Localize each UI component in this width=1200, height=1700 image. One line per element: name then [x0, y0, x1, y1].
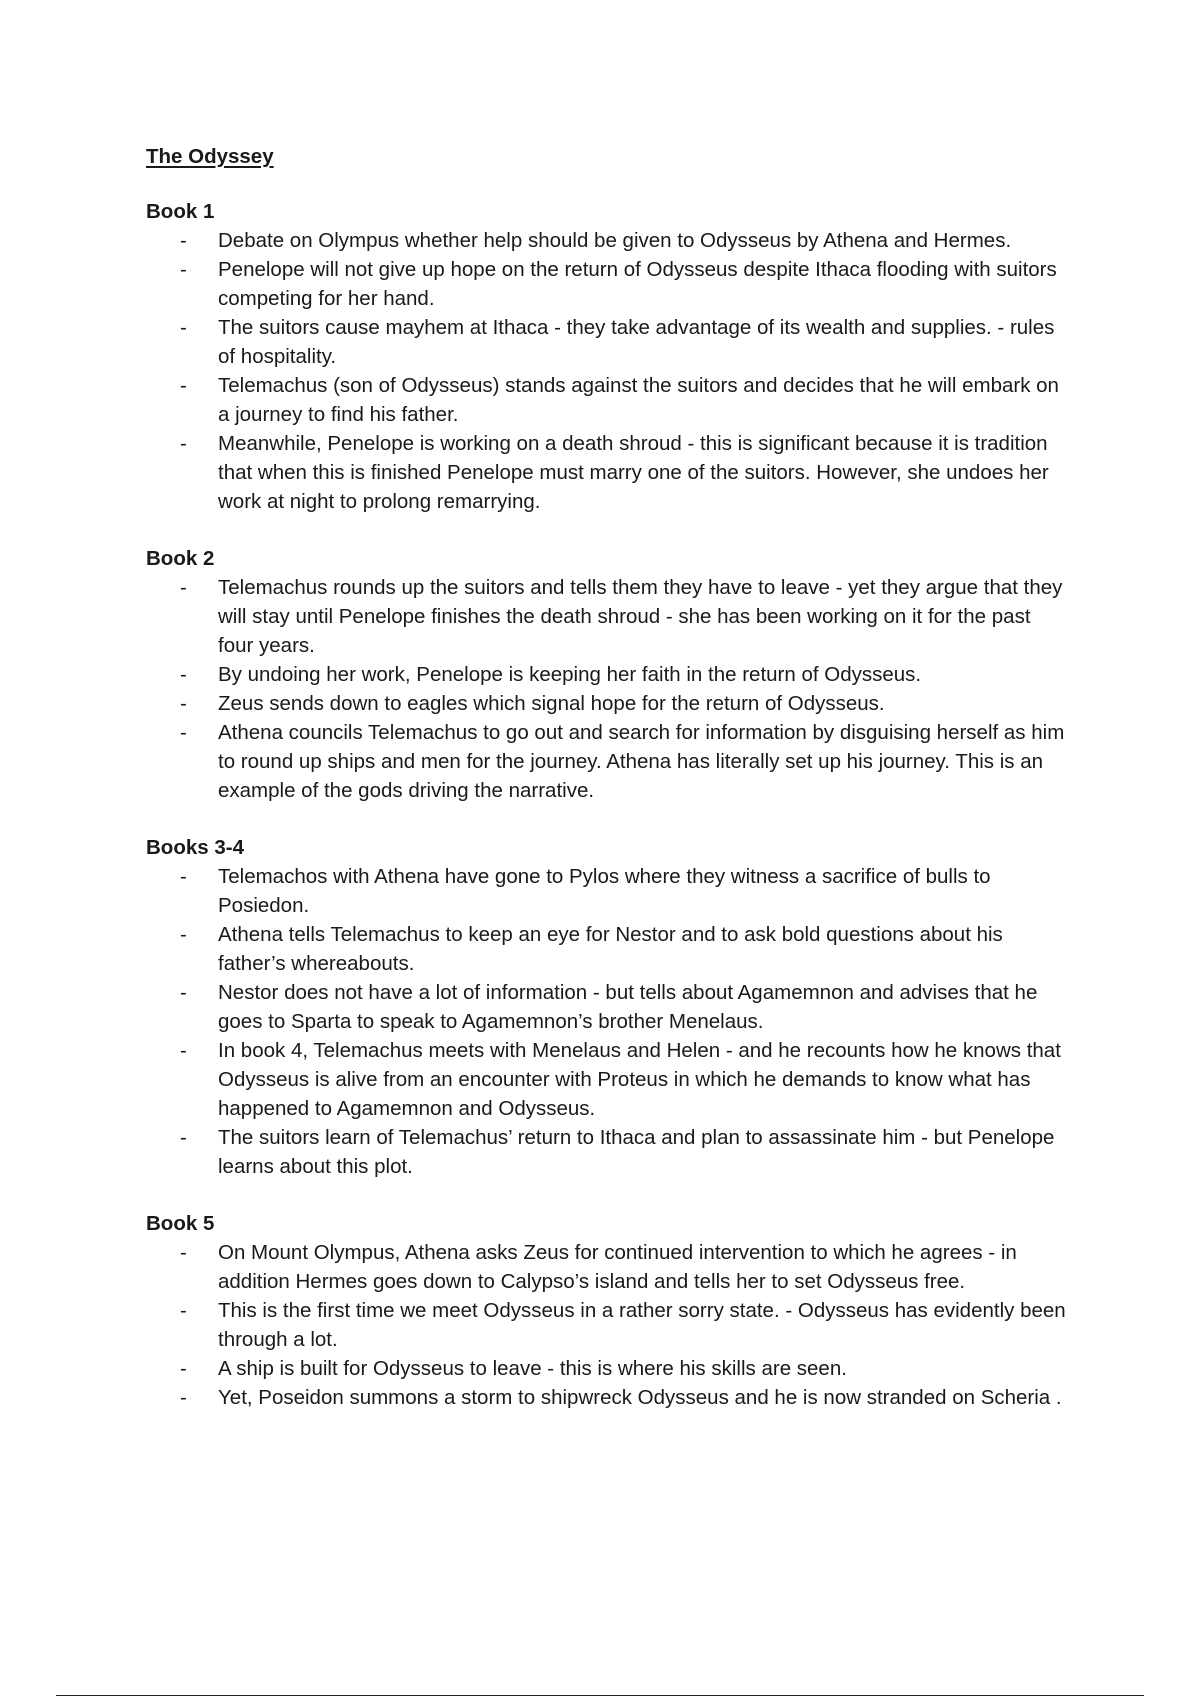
list-item [146, 978, 1066, 1036]
bullet-text: A ship is built for Odysseus to leave - this is where his skills are seen. [218, 1357, 847, 1380]
section-heading: Book 2 [146, 547, 215, 570]
list-item [146, 313, 1066, 371]
bullet-list [146, 226, 1066, 516]
list-item [146, 429, 1066, 516]
bullet-text: On Mount Olympus, Athena asks Zeus for continued intervention to which he agrees - in addition Hermes goes down to Calypso’s island and tells her to set Odysseus free. [218, 1241, 1017, 1293]
document-title: The Odyssey [146, 145, 274, 168]
page-bottom-rule [56, 1695, 1144, 1696]
bullet-text: Telemachus rounds up the suitors and tells them they have to leave - yet they argue that they will stay until Penelope finishes the death shroud - she has been working on it for the past four years. [218, 576, 1063, 657]
bullet-dash: - [180, 432, 187, 455]
bullet-dash: - [180, 576, 187, 599]
list-item [146, 573, 1066, 660]
list-item [146, 255, 1066, 313]
bullet-dash: - [180, 1357, 187, 1380]
bullet-dash: - [180, 692, 187, 715]
list-item [146, 689, 1066, 718]
list-item [146, 718, 1066, 805]
bullet-list [146, 573, 1066, 805]
bullet-text: Athena tells Telemachus to keep an eye for Nestor and to ask bold questions about his father’s whereabouts. [218, 923, 1003, 975]
bullet-text: Debate on Olympus whether help should be given to Odysseus by Athena and Hermes. [218, 229, 1012, 252]
bullet-text: The suitors cause mayhem at Ithaca - they take advantage of its wealth and supplies. - rules of hospitality. [218, 316, 1055, 368]
list-item [146, 1354, 1066, 1383]
bullet-dash: - [180, 663, 187, 686]
document-page [146, 142, 1066, 1441]
list-item [146, 1123, 1066, 1181]
bullet-dash: - [180, 374, 187, 397]
bullet-text: Telemachos with Athena have gone to Pylos where they witness a sacrifice of bulls to Posiedon. [218, 865, 991, 917]
bullet-text: This is the first time we meet Odysseus in a rather sorry state. - Odysseus has evidently been through a lot. [218, 1299, 1066, 1351]
bullet-text: Telemachus (son of Odysseus) stands against the suitors and decides that he will embark on a journey to find his father. [218, 374, 1059, 426]
list-item [146, 1238, 1066, 1296]
bullet-text: Meanwhile, Penelope is working on a death shroud - this is significant because it is tradition that when this is finished Penelope must marry one of the suitors. However, she undoes her work at night to prolong remarrying. [218, 432, 1049, 513]
bullet-dash: - [180, 923, 187, 946]
bullet-dash: - [180, 1299, 187, 1322]
list-item [146, 226, 1066, 255]
bullet-dash: - [180, 1039, 187, 1062]
bullet-dash: - [180, 1386, 187, 1409]
bullet-dash: - [180, 981, 187, 1004]
section-heading: Book 5 [146, 1212, 215, 1235]
section-heading: Books 3-4 [146, 836, 244, 859]
bullet-dash: - [180, 721, 187, 744]
list-item [146, 1036, 1066, 1123]
bullet-text: The suitors learn of Telemachus’ return to Ithaca and plan to assassinate him - but Penelope learns about this plot. [218, 1126, 1055, 1178]
list-item [146, 862, 1066, 920]
bullet-dash: - [180, 1126, 187, 1149]
sections-container [146, 198, 1066, 1412]
list-item [146, 371, 1066, 429]
bullet-text: By undoing her work, Penelope is keeping her faith in the return of Odysseus. [218, 663, 922, 686]
bullet-text: Athena councils Telemachus to go out and search for information by disguising herself as him to round up ships and men for the journey. Athena has literally set up his journey. This is an example of the gods driving the narrative. [218, 721, 1065, 802]
bullet-text: Zeus sends down to eagles which signal hope for the return of Odysseus. [218, 692, 885, 715]
bullet-text: Nestor does not have a lot of information - but tells about Agamemnon and advises that he goes to Sparta to speak to Agamemnon’s brother Menelaus. [218, 981, 1038, 1033]
bullet-dash: - [180, 258, 187, 281]
section-books-3-4 [146, 834, 1066, 1181]
section-book-5 [146, 1210, 1066, 1412]
bullet-dash: - [180, 1241, 187, 1264]
bullet-dash: - [180, 316, 187, 339]
bullet-dash: - [180, 229, 187, 252]
bullet-list [146, 1238, 1066, 1412]
bullet-text: Yet, Poseidon summons a storm to shipwreck Odysseus and he is now stranded on Scheria . [218, 1386, 1062, 1409]
section-heading: Book 1 [146, 200, 215, 223]
list-item [146, 1296, 1066, 1354]
section-book-1 [146, 198, 1066, 516]
section-book-2 [146, 545, 1066, 805]
list-item [146, 1383, 1066, 1412]
bullet-text: In book 4, Telemachus meets with Menelaus and Helen - and he recounts how he knows that Odysseus is alive from an encounter with Proteus in which he demands to know what has happened to Agamemnon and Odysseus. [218, 1039, 1061, 1120]
bullet-dash: - [180, 865, 187, 888]
list-item [146, 660, 1066, 689]
bullet-list [146, 862, 1066, 1181]
bullet-text: Penelope will not give up hope on the return of Odysseus despite Ithaca flooding with suitors competing for her hand. [218, 258, 1057, 310]
list-item [146, 920, 1066, 978]
